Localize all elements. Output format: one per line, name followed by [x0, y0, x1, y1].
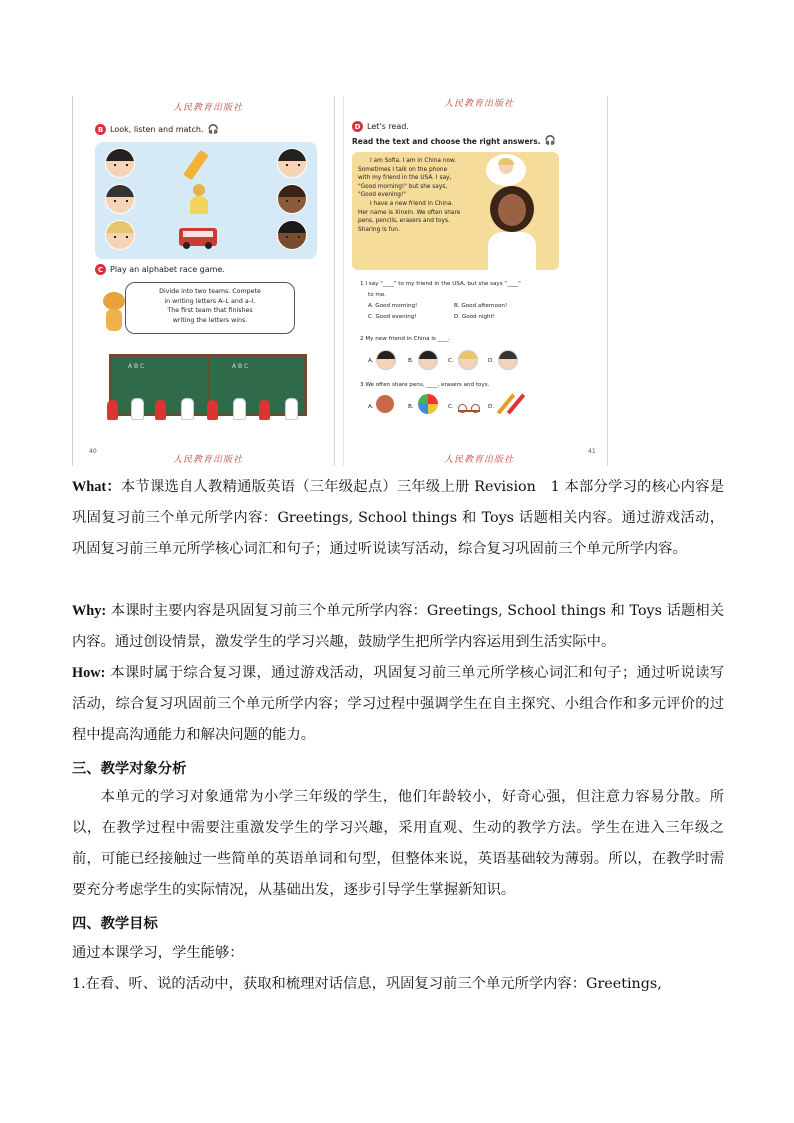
passage-line: I have a new friend in China. — [370, 200, 454, 207]
speech-line: Divide into two teams. Compete — [159, 288, 261, 295]
what-label: What： — [72, 479, 121, 495]
child-face-icon — [277, 220, 307, 250]
why-label: Why: — [72, 603, 107, 619]
passage-line: "Good morning!" but she says, — [358, 183, 448, 190]
section-heading-3: 三、教学对象分析 — [72, 761, 187, 777]
goal-intro: 通过本课学习，学生能够： — [72, 945, 244, 961]
q3-option-a-label: A. — [368, 404, 374, 410]
page-number-left: 40 — [89, 448, 97, 455]
student-figure — [285, 398, 298, 420]
student-figure — [259, 400, 270, 420]
read-instruction — [352, 136, 556, 146]
how-label: How: — [72, 665, 106, 681]
student-figure — [181, 398, 194, 420]
textbook-page-right — [343, 96, 608, 466]
section-heading-4: 四、教学目标 — [72, 916, 158, 932]
teddy-bear-icon — [376, 395, 394, 413]
student-figure — [107, 400, 118, 420]
speech-bubble — [125, 282, 295, 334]
q2-option-c-label: C. — [448, 358, 454, 364]
page-number-right: 41 — [588, 448, 596, 455]
analysis-paragraph: 本单元的学习对象通常为小学三年级的学生，他们年龄较小，好奇心强，但注意力容易分散。所以，在教学过程中需要注重激发学生的学习兴趣，采用直观、生动的教学方法。学生在进入三年级之前，可能已经接触过一些简单的英语单词和句型，但整体来说，英语基础较为薄弱。所以，在教学时需要充分考虑学生的实际情况，从基础出发，逐步引导学生掌握新知识。 — [72, 789, 724, 898]
q2-option-d-label: D. — [488, 358, 495, 364]
section-b-badge: B — [95, 124, 106, 135]
publisher-mark: 人民教育出版社 — [444, 99, 515, 109]
q2-option-a-label: A. — [368, 358, 374, 364]
q3-option-b-label: B. — [408, 404, 414, 410]
student-figure — [233, 398, 246, 420]
headphones-icon: 🎧 — [207, 124, 219, 135]
how-text: 本课时属于综合复习课，通过游戏活动，巩固复习前三单元所学核心词汇和句子；通过听说读写活动，综合复习巩固前三个单元所学内容；学习过程中强调学生在自主探究、小组合作和多元评价的过程中提高沟通能力和解决问题的能力。 — [72, 665, 724, 743]
question-1-cont: to me. — [368, 292, 387, 298]
child-face-icon — [105, 148, 135, 178]
q1-option-a: A. Good morning! — [368, 303, 418, 309]
child-face-icon — [277, 148, 307, 178]
child-face-icon — [498, 350, 518, 370]
section-b-heading — [95, 124, 219, 135]
why-text: 本课时主要内容是巩固复习前三个单元所学内容：Greetings, School things 和 Toys 话题相关内容。通过创设情景，激发学生的学习兴趣，鼓励学生把所学内容运用到生活实际中。 — [72, 603, 724, 650]
child-face-icon — [418, 350, 438, 370]
section-c-heading — [95, 264, 225, 275]
section-b-title: Look, listen and match. — [110, 125, 204, 134]
headphones-icon: 🎧 — [544, 136, 556, 146]
passage-line: I am Sofia. I am in China now. — [370, 158, 457, 164]
student-figure — [207, 400, 218, 420]
match-activity-box — [95, 142, 317, 259]
student-figure — [155, 400, 166, 420]
child-face-icon — [105, 220, 135, 250]
publisher-mark-footer: 人民教育出版社 — [444, 455, 515, 465]
ball-icon — [418, 394, 438, 414]
why-paragraph — [72, 596, 724, 658]
question-1: 1 I say "____" to my friend in the USA, but she says "____" — [360, 281, 521, 287]
speech-line: writing the letters wins. — [172, 316, 248, 324]
toy-bus-icon — [179, 228, 217, 246]
q2-option-b-label: B. — [408, 358, 414, 364]
textbook-page-left — [73, 96, 335, 466]
reading-passage — [358, 157, 478, 234]
q1-option-b: B. Good afternoon! — [454, 303, 508, 309]
passage-line: Her name is Xinxin. We often share — [358, 209, 461, 216]
toy-bike-icon — [458, 400, 480, 412]
sofia-illustration — [482, 182, 542, 270]
passage-line: "Good evening!" — [358, 192, 406, 199]
speech-line: The first team that finishes — [167, 307, 253, 314]
textbook-image — [72, 96, 607, 466]
doll-icon — [187, 184, 211, 214]
passage-line: Sharing is fun. — [358, 226, 400, 233]
section-d-badge: D — [352, 121, 363, 132]
goal-item-1: 1.在看、听、说的活动中，获取和梳理对话信息，巩固复习前三个单元所学内容：Greetings, — [72, 976, 662, 992]
thought-bubble — [486, 154, 526, 186]
blackboard-illustration: A B C A B C — [109, 354, 307, 416]
ruler-icon — [183, 150, 208, 180]
publisher-mark-footer: 人民教育出版社 — [173, 455, 244, 465]
q1-option-c: C. Good evening! — [368, 314, 417, 320]
question-2: 2 My new friend in China is ____. — [360, 336, 451, 342]
what-paragraph — [72, 472, 724, 565]
passage-line: Sometimes I talk on the phone — [358, 166, 448, 173]
read-instruction-text: Read the text and choose the right answers. — [352, 136, 541, 146]
section-d-title: Let's read. — [367, 122, 409, 131]
passage-line: with my friend in the USA. I say, — [358, 175, 452, 182]
q1-option-d: D. Good night! — [454, 314, 496, 320]
publisher-mark: 人民教育出版社 — [173, 103, 244, 113]
child-face-icon — [376, 350, 396, 370]
passage-line: pens, pencils, erasers and toys. — [358, 218, 450, 225]
section-c-title: Play an alphabet race game. — [110, 265, 225, 274]
student-figure — [131, 398, 144, 420]
section-d-heading — [352, 121, 409, 132]
section-c-badge: C — [95, 264, 106, 275]
child-face-icon — [277, 184, 307, 214]
how-paragraph — [72, 658, 724, 751]
child-face-icon — [105, 184, 135, 214]
q3-option-d-label: D. — [488, 404, 495, 410]
question-3: 3 We often share pens, ____, erasers and toys. — [360, 382, 490, 388]
q3-option-c-label: C. — [448, 404, 454, 410]
child-face-icon — [458, 350, 478, 370]
what-text: 本节课选自人教精通版英语（三年级起点）三年级上册 Revision 1 本部分学习的核心内容是巩固复习前三个单元所学内容：Greetings, School things 和 Toys 话题相关内容。通过游戏活动，巩固复习前三单元所学核心词汇和句子；通过听说读写活动，综合复习巩固前三个单元所学内容。 — [72, 479, 724, 557]
speech-line: in writing letters A–L and a–l. — [164, 297, 256, 305]
